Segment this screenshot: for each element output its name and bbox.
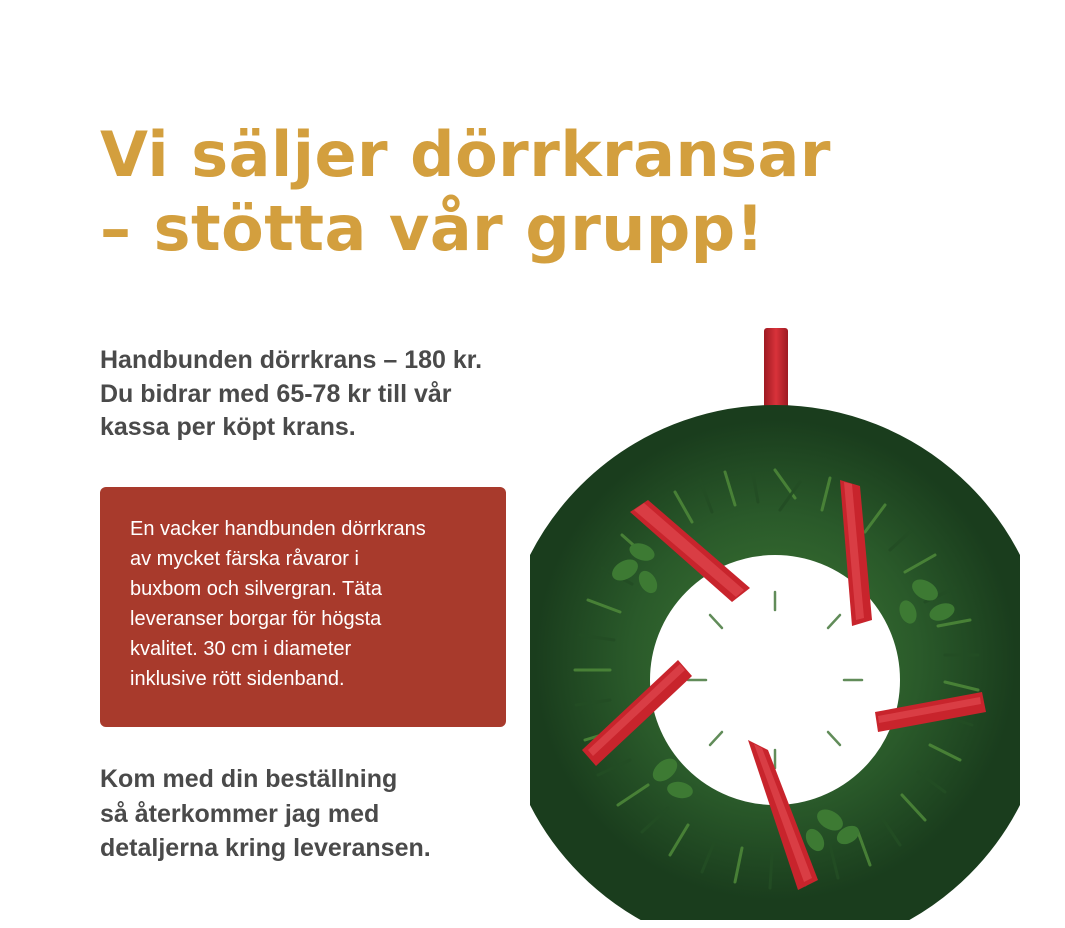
- wreath-illustration: [530, 320, 1020, 920]
- price-line-3: kassa per köpt krans.: [100, 413, 356, 441]
- headline-line-1: Vi säljer dörrkransar: [100, 118, 831, 191]
- price-line-2: Du bidrar med 65-78 kr till vår: [100, 379, 452, 408]
- description-box: [100, 487, 506, 727]
- description-line-1: En vacker handbunden dörrkrans: [130, 518, 426, 540]
- description-line-4: leveranser borgar för högsta: [130, 608, 382, 630]
- description-line-6: inklusive rött sidenband.: [130, 668, 345, 690]
- description-paragraph: [130, 514, 478, 694]
- order-line-2: så återkommer jag med: [100, 799, 380, 828]
- order-line-1: Kom med din beställning: [100, 765, 398, 793]
- price-line-1: Handbunden dörrkrans – 180 kr.: [100, 346, 483, 374]
- description-line-5: kvalitet. 30 cm i diameter: [130, 638, 352, 660]
- order-paragraph: [100, 762, 540, 866]
- headline-line-2: – stötta vår grupp!: [100, 192, 765, 266]
- order-line-3: detaljerna kring leveransen.: [100, 834, 431, 862]
- wreath-image: [530, 320, 1020, 920]
- description-line-2: av mycket färska råvaror i: [130, 548, 359, 570]
- price-paragraph: [100, 344, 580, 445]
- description-line-3: buxbom och silvergran. Täta: [130, 578, 382, 600]
- headline: [100, 118, 960, 267]
